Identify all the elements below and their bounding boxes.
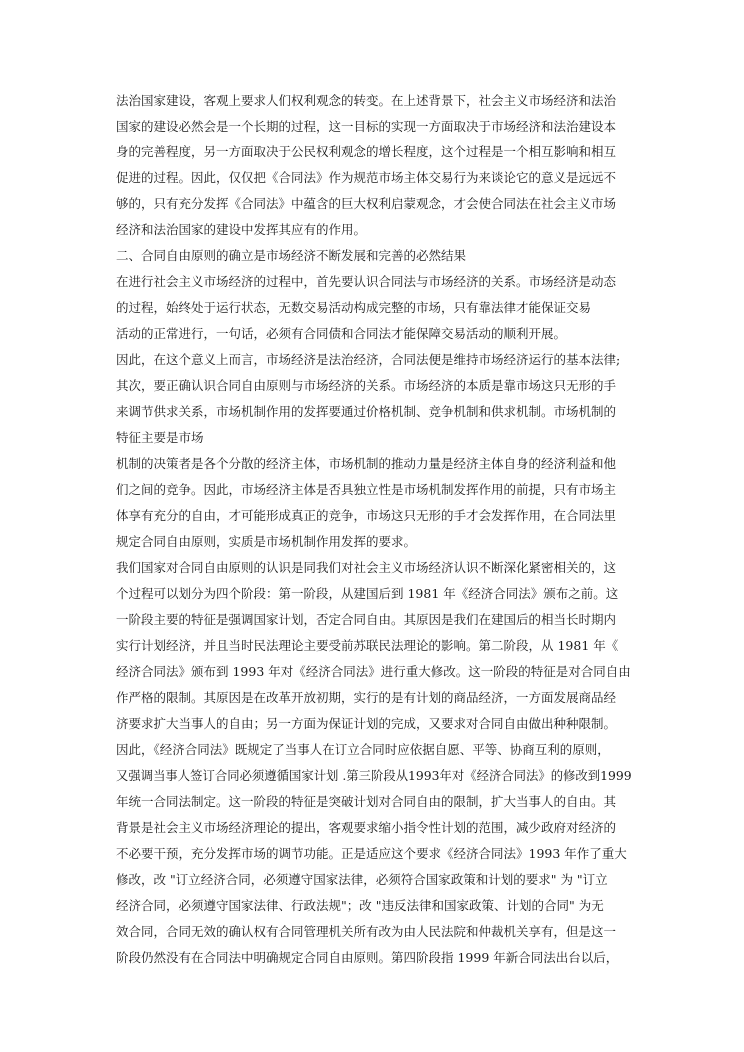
text-line-5: 够的，只有充分发挥《合同法》中蕴含的巨大权利启蒙观念，才会使合同法在社会主义市场 (116, 196, 617, 211)
text-line-28: 年统一合同法制定。这一阶段的特征是突破计划对合同自由的限制，扩大当事人的自由。其 (116, 794, 617, 809)
text-line-24: 作严格的限制。其原因是在改革开放初期，实行的是有计划的商品经济，一方面发展商品经 (116, 690, 617, 705)
text-line-30: 不必要干预，充分发挥市场的调节功能。正是适应这个要求《经济合同法》1993 年作了重大 (116, 846, 627, 861)
text-line-2: 国家的建设必然会是一个长期的过程，这一目标的实现一方面取决于市场经济和法治建设本 (116, 119, 617, 134)
text-line-14: 特征主要是市场 (116, 430, 204, 445)
text-line-33: 效合同，合同无效的确认权有合同管理机关所有改为由人民法院和仲裁机关享有，但是这一 (116, 924, 617, 939)
text-line-23: 经济合同法》颁布到 1993 年对《经济合同法》进行重大修改。这一阶段的特征是对合同自由 (116, 664, 631, 679)
text-line-3: 身的完善程度，另一方面取决于公民权利观念的增长程度，这个过程是一个相互影响和相互 (116, 144, 617, 159)
text-line-9: 的过程，始终处于运行状态，无数交易活动构成完整的市场，只有靠法律才能保证交易 (116, 300, 592, 315)
text-line-26: 因此，《经济合同法》既规定了当事人在订立合同时应依据自愿、平等、协商互利的原则， (116, 742, 610, 757)
text-line-8: 在进行社会主义市场经济的过程中，首先要认识合同法与市场经济的关系。市场经济是动态 (116, 274, 617, 289)
text-line-13: 来调节供求关系，市场机制作用的发挥要通过价格机制、竞争机制和供求机制。市场机制的 (116, 404, 617, 419)
text-line-25: 济要求扩大当事人的自由；另一方面为保证计划的完成，又要求对合同自由做出种种限制。 (116, 716, 617, 731)
text-line-1: 法治国家建设，客观上要求人们权利观念的转变。在上述背景下，社会主义市场经济和法治 (116, 93, 617, 108)
text-line-34: 阶段仍然没有在合同法中明确规定合同自由原则。第四阶段指 1999 年新合同法出台以后， (116, 950, 619, 965)
text-line-17: 体享有充分的自由，才可能形成真正的竞争，市场这只无形的手才会发挥作用，在合同法里 (116, 508, 617, 523)
text-line-11: 因此，在这个意义上而言，市场经济是法治经济，合同法便是维持市场经济运行的基本法律; (116, 352, 621, 367)
text-line-31: 修改，改 "订立经济合同，必须遵守国家法律，必须符合国家政策和计划的要求" 为 "订立 (116, 872, 608, 887)
text-line-15: 机制的决策者是各个分散的经济主体，市场机制的推动力量是经济主体自身的经济利益和他 (116, 456, 617, 471)
text-line-21: 一阶段主要的特征是强调国家计划，否定合同自由。其原因是我们在建国后的相当长时期内 (116, 612, 617, 627)
text-line-29: 背景是社会主义市场经济理论的提出，客观要求缩小指令性计划的范围，减少政府对经济的 (116, 820, 617, 835)
text-line-22: 实行计划经济，并且当时民法理论主要受前苏联民法理论的影响。第二阶段，从 1981 年《 (116, 638, 619, 653)
text-line-32: 经济合同，必须遵守国家法律、行政法规"；改 "违反法律和国家政策、计划的合同" 为无 (116, 898, 604, 913)
text-line-27: 又强调当事人签订合同必须遵循国家计划 .第三阶段从1993年对《经济合同法》的修改到1999 (116, 768, 632, 783)
text-line-18: 规定合同自由原则，实质是市场机制作用发挥的要求。 (116, 534, 417, 549)
section-heading: 二、合同自由原则的确立是市场经济不断发展和完善的必然结果 (116, 248, 467, 263)
text-line-19: 我们国家对合同自由原则的认识是同我们对社会主义市场经济认识不断深化紧密相关的，这 (116, 560, 617, 575)
text-line-10: 活动的正常进行，一句话，必须有合同债和合同法才能保障交易活动的顺利开展。 (116, 326, 567, 341)
text-line-12: 其次，要正确认识合同自由原则与市场经济的关系。市场经济的本质是靠市场这只无形的手 (116, 378, 617, 393)
text-line-4: 促进的过程。因此，仅仅把《合同法》作为规范市场主体交易行为来谈论它的意义是远远不 (116, 170, 617, 185)
text-line-6: 经济和法治国家的建设中发挥其应有的作用。 (116, 222, 367, 237)
text-line-20: 个过程可以划分为四个阶段：第一阶段，从建国后到 1981 年《经济合同法》颁布之前。这 (116, 586, 619, 601)
text-line-16: 们之间的竞争。因此，市场经济主体是否具独立性是市场机制发挥作用的前提，只有市场主 (116, 482, 617, 497)
